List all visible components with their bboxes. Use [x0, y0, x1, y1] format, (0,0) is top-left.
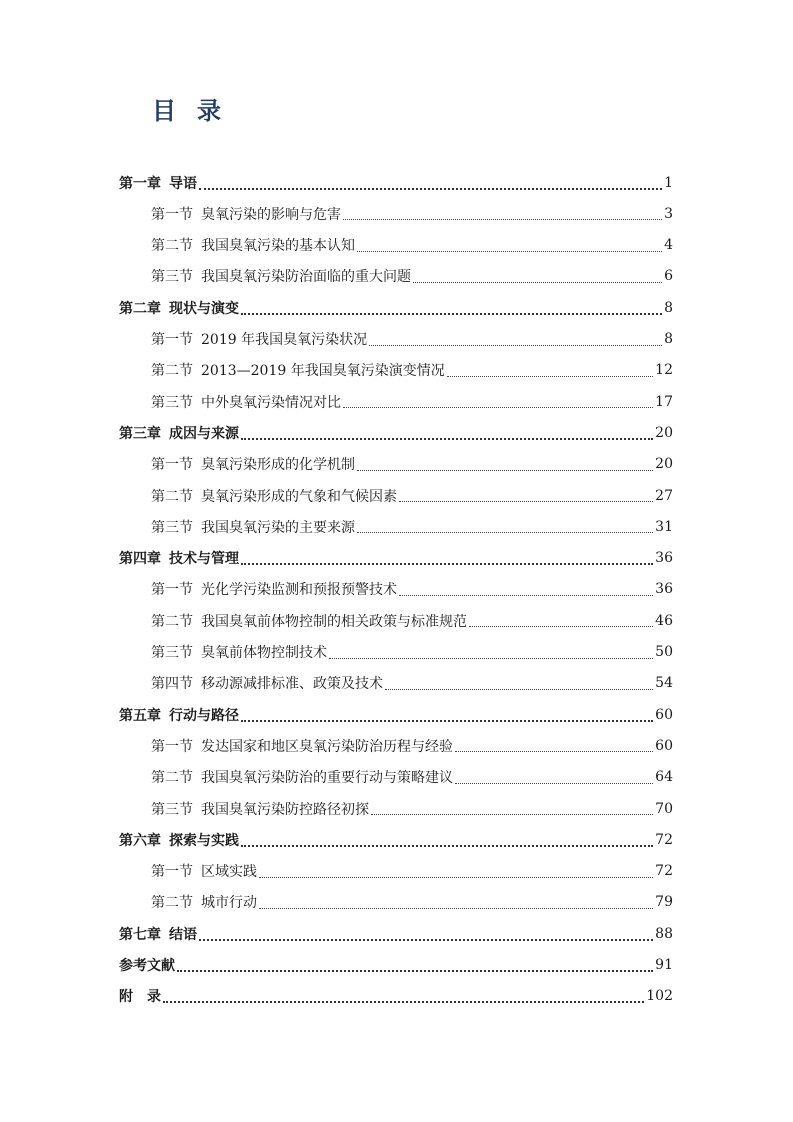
toc-page-number: 46 — [655, 612, 673, 629]
dot-leader — [241, 438, 653, 440]
toc-entry-title — [151, 673, 383, 693]
toc-entry-title — [119, 705, 239, 725]
toc-chapter-entry[interactable] — [119, 950, 673, 981]
dot-leader — [343, 407, 653, 408]
page-title — [152, 94, 222, 128]
dot-leader — [259, 877, 653, 878]
toc-entry-label: 城市行动 — [201, 895, 257, 912]
toc-page-number: 17 — [655, 393, 673, 410]
toc-section-entry[interactable] — [151, 386, 673, 417]
toc-entry-label: 臭氧污染的影响与危害 — [201, 206, 341, 223]
dot-leader — [455, 783, 653, 784]
toc-entry-number: 第一节 — [151, 738, 193, 755]
toc-entry-number: 第四节 — [151, 676, 193, 693]
toc-entry-title — [151, 235, 355, 255]
dot-leader — [399, 501, 653, 502]
toc-section-entry[interactable] — [151, 574, 673, 605]
toc-entry-label: 结语 — [169, 926, 197, 943]
toc-section-entry[interactable] — [151, 605, 673, 636]
toc-entry-title — [119, 173, 197, 193]
toc-page-number: 36 — [655, 550, 673, 567]
toc-entry-label: 我国臭氧污染的基本认知 — [201, 238, 355, 255]
toc-entry-number: 第二节 — [151, 613, 193, 630]
toc-section-entry[interactable] — [151, 480, 673, 511]
toc-chapter-entry[interactable] — [119, 918, 673, 949]
toc-entry-number: 第一节 — [151, 206, 193, 223]
toc-entry-number: 第二节 — [151, 895, 193, 912]
toc-entry-number: 第三节 — [151, 394, 193, 411]
toc-entry-title — [151, 486, 397, 506]
toc-chapter-entry[interactable] — [119, 543, 673, 574]
toc-entry-label: 移动源减排标准、政策及技术 — [201, 676, 383, 693]
toc-entry-title — [151, 266, 411, 286]
toc-section-entry[interactable] — [151, 887, 673, 918]
toc-entry-label: 我国臭氧污染防控路径初探 — [201, 801, 369, 818]
toc-page-number: 102 — [646, 988, 673, 1005]
toc-entry-title — [119, 986, 161, 1006]
toc-entry-label: 2019 年我国臭氧污染状况 — [201, 332, 368, 348]
title-part-1: 目 — [152, 97, 177, 125]
dot-leader — [241, 720, 653, 722]
dot-leader — [357, 532, 653, 533]
toc-entry-label: 臭氧污染形成的化学机制 — [201, 457, 355, 474]
toc-entry-title — [119, 924, 197, 944]
toc-entry-label: 我国臭氧污染的主要来源 — [201, 519, 355, 536]
toc-entry-label: 行动与路径 — [169, 707, 239, 724]
toc-entry-label: 现状与演变 — [169, 300, 239, 317]
toc-entry-title — [151, 329, 367, 349]
toc-page-number: 8 — [664, 299, 673, 316]
toc-section-entry[interactable] — [151, 730, 673, 761]
toc-entry-number: 第二节 — [151, 238, 193, 255]
dot-leader — [259, 908, 653, 909]
dot-leader — [469, 626, 653, 627]
toc-chapter-entry[interactable] — [119, 167, 673, 198]
toc-chapter-entry[interactable] — [119, 292, 673, 323]
toc-entry-title — [119, 423, 239, 443]
toc-entry-label: 区域实践 — [201, 864, 257, 881]
toc-entry-label: 光化学污染监测和预报预警技术 — [201, 582, 397, 599]
toc-page-number: 50 — [655, 644, 673, 660]
toc-page-number: 70 — [655, 800, 673, 817]
toc-entry-label: 我国臭氧污染防治的重要行动与策略建议 — [201, 770, 453, 787]
toc-page-number: 3 — [664, 205, 673, 222]
toc-page-number: 64 — [655, 769, 673, 786]
toc-section-entry[interactable] — [151, 511, 673, 542]
dot-leader — [163, 1001, 644, 1003]
toc-page-number: 1 — [664, 174, 673, 191]
toc-page-number: 88 — [655, 925, 673, 942]
toc-entry-number: 第二章 — [119, 300, 161, 317]
toc-entry-number: 第一节 — [151, 864, 193, 881]
dot-leader — [447, 376, 653, 377]
toc-entry-number: 第三节 — [151, 519, 193, 536]
toc-page-number: 72 — [655, 863, 673, 880]
toc-entry-label: 我国臭氧污染防治面临的重大问题 — [201, 269, 411, 286]
toc-section-entry[interactable] — [151, 762, 673, 793]
toc-entry-title — [119, 298, 239, 318]
dot-leader — [177, 970, 653, 972]
toc-entry-number: 第三章 — [119, 425, 161, 442]
toc-entry-title — [151, 392, 341, 412]
toc-entry-title — [119, 955, 175, 975]
toc-entry-title — [151, 517, 355, 537]
dot-leader — [199, 188, 662, 190]
toc-entry-label: 导语 — [169, 175, 197, 192]
dot-leader — [241, 845, 653, 847]
toc-entry-title — [151, 642, 327, 662]
toc-section-entry[interactable] — [151, 198, 673, 229]
toc-entry-title — [151, 736, 453, 756]
toc-section-entry[interactable] — [151, 668, 673, 699]
toc-entry-number: 第三节 — [151, 645, 193, 661]
toc-section-entry[interactable] — [151, 449, 673, 480]
dot-leader — [455, 751, 653, 752]
toc-page-number: 60 — [655, 737, 673, 754]
toc-page-number: 54 — [655, 675, 673, 692]
dot-leader — [241, 313, 662, 315]
toc-page-number: 6 — [664, 268, 673, 285]
toc-page-number: 12 — [655, 362, 673, 379]
toc-page-number: 20 — [655, 456, 673, 473]
dot-leader — [385, 689, 653, 690]
toc-page-number: 8 — [664, 331, 673, 347]
toc-section-entry[interactable] — [151, 637, 673, 668]
toc-section-entry[interactable] — [151, 793, 673, 824]
toc-section-entry[interactable] — [151, 261, 673, 292]
toc-section-entry[interactable] — [151, 355, 673, 386]
toc-entry-title — [119, 548, 239, 568]
toc-entry-title — [151, 892, 257, 912]
toc-chapter-entry[interactable] — [119, 699, 673, 730]
toc-chapter-entry[interactable] — [119, 417, 673, 448]
title-part-2: 录 — [197, 97, 222, 125]
dot-leader — [329, 658, 653, 659]
toc-entry-number: 第一节 — [151, 332, 193, 348]
toc-entry-title — [151, 454, 355, 474]
toc-entry-label: 臭氧前体物控制技术 — [201, 645, 327, 661]
toc-chapter-entry[interactable] — [119, 981, 673, 1012]
toc-page-number: 31 — [655, 518, 673, 535]
toc-entry-number: 第一章 — [119, 175, 161, 192]
toc-entry-label: 我国臭氧前体物控制的相关政策与标准规范 — [201, 613, 467, 630]
toc-entry-number: 第六章 — [119, 832, 161, 849]
dot-leader — [399, 595, 653, 596]
toc-entry-number: 第二节 — [151, 363, 193, 380]
dot-leader — [371, 814, 653, 815]
toc-page-number: 72 — [655, 831, 673, 848]
toc-page-number: 60 — [655, 706, 673, 723]
toc-entry-label: 发达国家和地区臭氧污染防治历程与经验 — [201, 738, 453, 755]
toc-entry-number: 第二节 — [151, 770, 193, 787]
dot-leader — [343, 219, 662, 220]
toc-entry-title — [151, 611, 467, 631]
toc-section-entry[interactable] — [151, 856, 673, 887]
toc-entry-number: 第五章 — [119, 707, 161, 724]
toc-entry-label: 技术与管理 — [169, 551, 239, 568]
toc-entry-title — [151, 861, 257, 881]
dot-leader — [357, 470, 653, 471]
toc-entry-label: 臭氧污染形成的气象和气候因素 — [201, 488, 397, 505]
toc-entry-number: 第三节 — [151, 269, 193, 286]
toc-page-number: 27 — [655, 487, 673, 504]
toc-entry-title — [119, 830, 239, 850]
toc-entry-label: 成因与来源 — [169, 425, 239, 442]
toc-entry-label: 附 录 — [119, 989, 161, 1006]
toc-entry-number: 第三节 — [151, 801, 193, 818]
toc-entry-label: 中外臭氧污染情况对比 — [201, 394, 341, 411]
toc-entry-label: 探索与实践 — [169, 832, 239, 849]
dot-leader — [357, 251, 662, 252]
toc-entry-number: 第二节 — [151, 488, 193, 505]
toc-entry-title — [151, 204, 341, 224]
toc-entry-label: 参考文献 — [119, 958, 175, 974]
toc-page-number: 4 — [664, 237, 673, 254]
toc-entry-number: 第一节 — [151, 582, 193, 599]
toc-entry-title — [151, 799, 369, 819]
toc-entry-number: 第一节 — [151, 457, 193, 474]
toc-entry-title — [151, 579, 397, 599]
toc-page-number: 36 — [655, 581, 673, 598]
dot-leader — [369, 345, 662, 346]
toc-entry-number: 第四章 — [119, 551, 161, 568]
toc-chapter-entry[interactable] — [119, 824, 673, 855]
dot-leader — [241, 563, 653, 565]
toc-section-entry[interactable] — [151, 324, 673, 355]
dot-leader — [413, 282, 662, 283]
toc-section-entry[interactable] — [151, 230, 673, 261]
toc-entry-label: 2013—2019 年我国臭氧污染演变情况 — [201, 363, 445, 380]
dot-leader — [199, 939, 653, 941]
toc-page-number: 20 — [655, 424, 673, 441]
toc-entry-title — [151, 767, 453, 787]
toc-entry-number: 第七章 — [119, 926, 161, 943]
toc-page-number: 79 — [655, 894, 673, 911]
toc-page-number: 91 — [655, 957, 673, 973]
toc-entry-title — [151, 360, 445, 380]
